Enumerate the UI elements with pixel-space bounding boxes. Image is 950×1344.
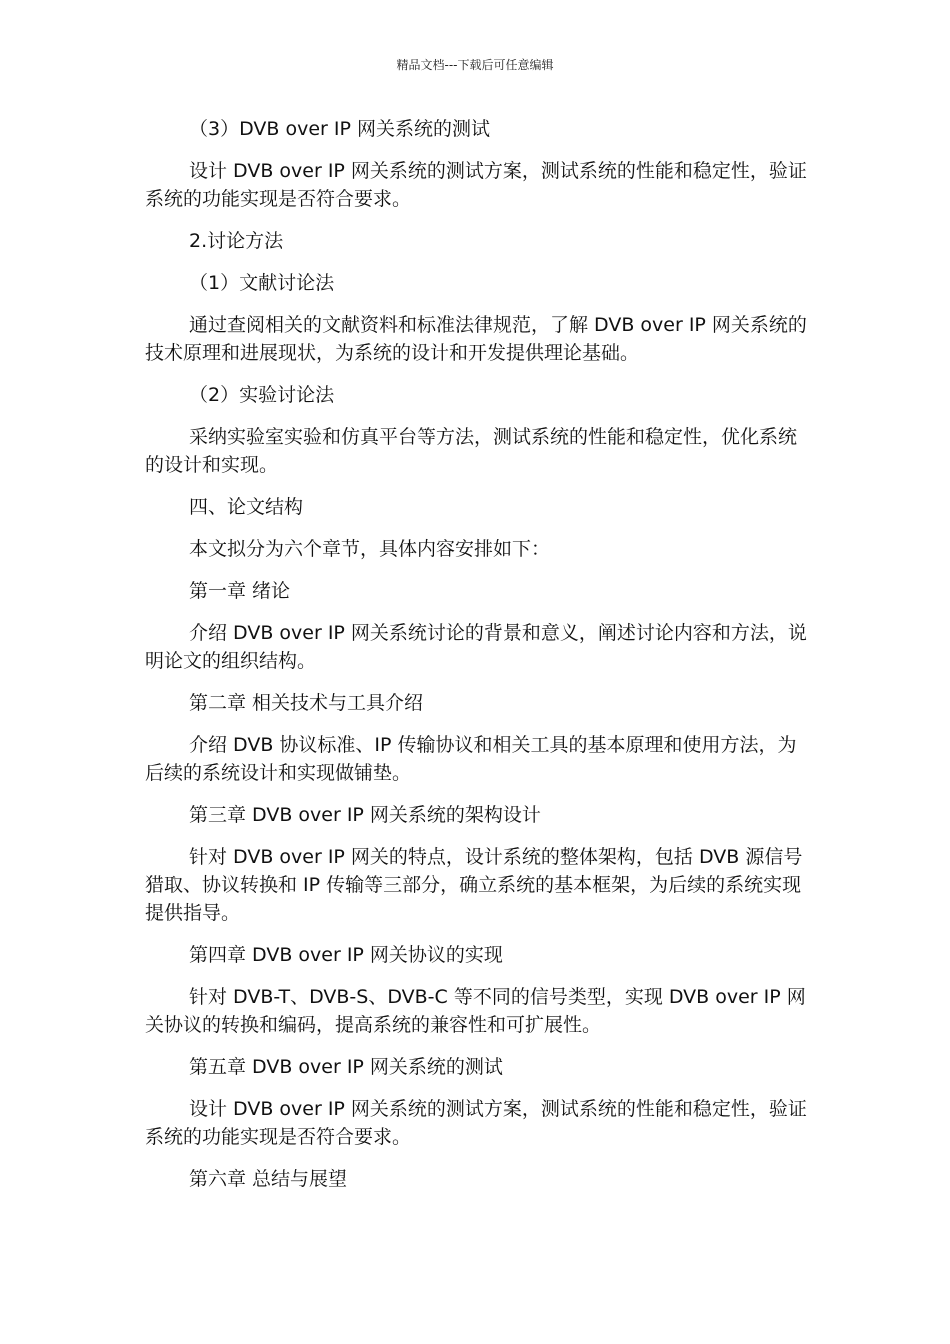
chapter-heading: 第一章 绪论 [189, 580, 291, 602]
chapter-heading: 第四章 DVB over IP 网关协议的实现 [189, 944, 503, 966]
body-paragraph: 介绍 DVB over IP 网关系统讨论的背景和意义，阐述讨论内容和方法，说明论文的组织结构。 [145, 622, 807, 672]
page-header: 精品文档---下载后可任意编辑 [396, 58, 554, 72]
section-heading: （3）DVB over IP 网关系统的测试 [189, 118, 490, 140]
body-paragraph: 介绍 DVB 协议标准、IP 传输协议和相关工具的基本原理和使用方法，为后续的系统设计和实现做铺垫。 [145, 734, 797, 784]
body-paragraph: 设计 DVB over IP 网关系统的测试方案，测试系统的性能和稳定性，验证系统的功能实现是否符合要求。 [145, 1098, 807, 1148]
section-heading: 四、论文结构 [189, 496, 304, 518]
chapter-heading: 第二章 相关技术与工具介绍 [189, 692, 424, 714]
body-paragraph: 本文拟分为六个章节，具体内容安排如下： [189, 538, 551, 560]
body-paragraph: 设计 DVB over IP 网关系统的测试方案，测试系统的性能和稳定性，验证系统的功能实现是否符合要求。 [145, 160, 807, 210]
chapter-heading: 第五章 DVB over IP 网关系统的测试 [189, 1056, 503, 1078]
section-heading: （2）实验讨论法 [189, 384, 335, 406]
chapter-heading: 第六章 总结与展望 [189, 1168, 348, 1190]
body-paragraph: 采纳实验室实验和仿真平台等方法，测试系统的性能和稳定性，优化系统的设计和实现。 [145, 426, 798, 476]
body-paragraph: 针对 DVB-T、DVB-S、DVB-C 等不同的信号类型，实现 DVB over IP 网关协议的转换和编码，提高系统的兼容性和可扩展性。 [145, 986, 806, 1036]
body-paragraph: 针对 DVB over IP 网关的特点，设计系统的整体架构，包括 DVB 源信号猎取、协议转换和 IP 传输等三部分，确立系统的基本框架，为后续的系统实现提供指导。 [145, 846, 803, 924]
body-paragraph: 通过查阅相关的文献资料和标准法律规范，了解 DVB over IP 网关系统的技术原理和进展现状，为系统的设计和开发提供理论基础。 [145, 314, 807, 364]
section-heading: （1）文献讨论法 [189, 272, 335, 294]
document-body [145, 115, 813, 1207]
chapter-heading: 第三章 DVB over IP 网关系统的架构设计 [189, 804, 541, 826]
section-heading: 2.讨论方法 [189, 230, 284, 252]
